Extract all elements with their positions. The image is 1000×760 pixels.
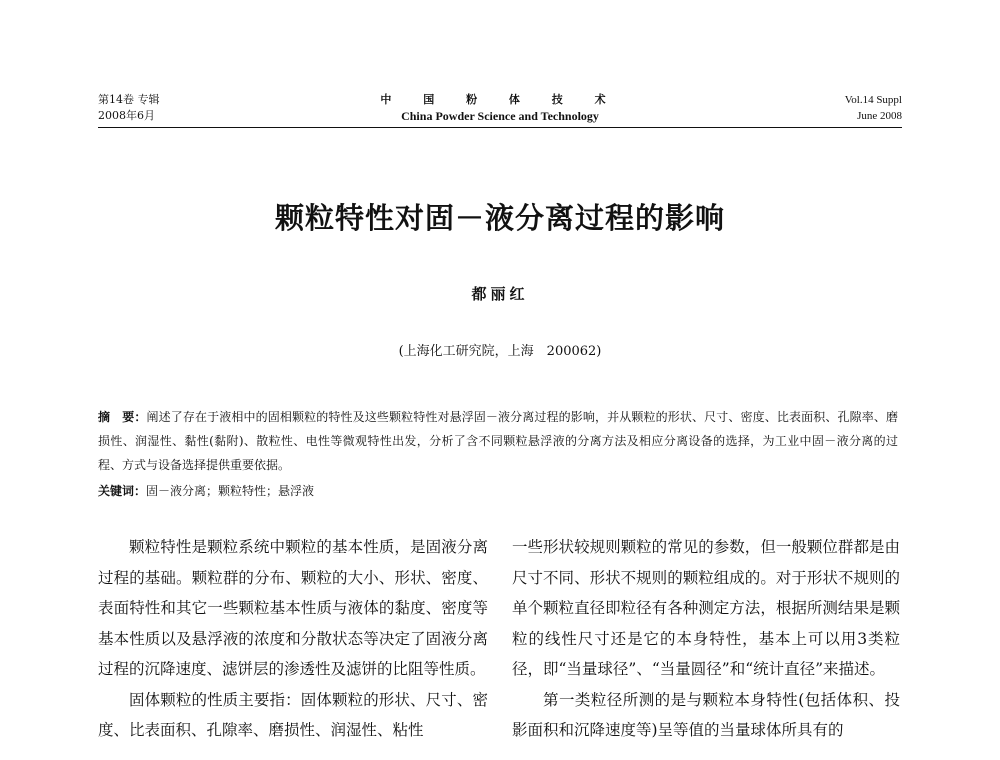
header-journal-en: China Powder Science and Technology (401, 109, 599, 123)
body-column-right (512, 532, 900, 746)
keywords (98, 479, 898, 503)
header-date-en: June 2008 (857, 110, 902, 122)
header-journal (98, 92, 902, 124)
author-affiliation: (上海化工研究院，上海 200062) (398, 344, 602, 359)
header-vol-en: Vol.14 Suppl (844, 94, 902, 106)
running-header (98, 92, 902, 128)
header-date-cn: 2008年6月 (98, 109, 155, 122)
body-column-left (98, 532, 488, 746)
body-paragraph: 颗粒特性是颗粒系统中颗粒的基本性质，是固液分离过程的基础。颗粒群的分布、颗粒的大小、形状、密度、表面特性和其它一些颗粒基本性质与液体的黏度、密度等基本性质以及悬浮液的浓度和分散状态等决定了固液分离过程的沉降速度、滤饼层的渗透性及滤饼的比阻等性质。 (98, 538, 488, 678)
keywords-label: 关键词： (98, 484, 147, 498)
body-paragraph: 一些形状较规则颗粒的常见的参数，但一般颗位群都是由尺寸不同、形状不规则的颗粒组成的。对于形状不规则的单个颗粒直径即粒径有各种测定方法，根据所测结果是颗粒的线性尺寸还是它的本身特性，基本上可以用3类粒径，即“当量球径”、“当量圆径”和“统计直径”来描述。 (512, 538, 900, 678)
header-journal-cn: 中 国 粉 体 技 术 (380, 93, 620, 106)
body-paragraph: 第一类粒径所测的是与颗粒本身特性(包括体积、投影面积和沉降速度等)呈等值的当量球体所具有的 (512, 690, 900, 739)
body-paragraph: 固体颗粒的性质主要指：固体颗粒的形状、尺寸、密度、比表面积、孔隙率、磨损性、润湿性、粘性 (98, 690, 488, 739)
keywords-text: 固－液分离；颗粒特性；悬浮液 (146, 484, 315, 498)
header-volume: 第14卷 专辑 (98, 93, 160, 106)
header-volume-en (845, 92, 902, 124)
header-rule (98, 127, 902, 128)
author-name: 都丽红 (471, 285, 529, 303)
abstract (98, 405, 898, 477)
abstract-label: 摘 要： (98, 410, 147, 424)
paper-title: 颗粒特性对固－液分离过程的影响 (274, 201, 725, 235)
abstract-text: 阐述了存在于液相中的固相颗粒的特性及这些颗粒特性对悬浮固－液分离过程的影响，并从颗粒的形状、尺寸、密度、比表面积、孔隙率、磨损性、润湿性、黏性(黏附)、散粒性、电性等微观特性出发，分析了含不同颗粒悬浮液的分离方法及相应分离设备的选择，为工业中固－液分离的过程、方式与设备选择提供重要依据。 (98, 410, 898, 472)
